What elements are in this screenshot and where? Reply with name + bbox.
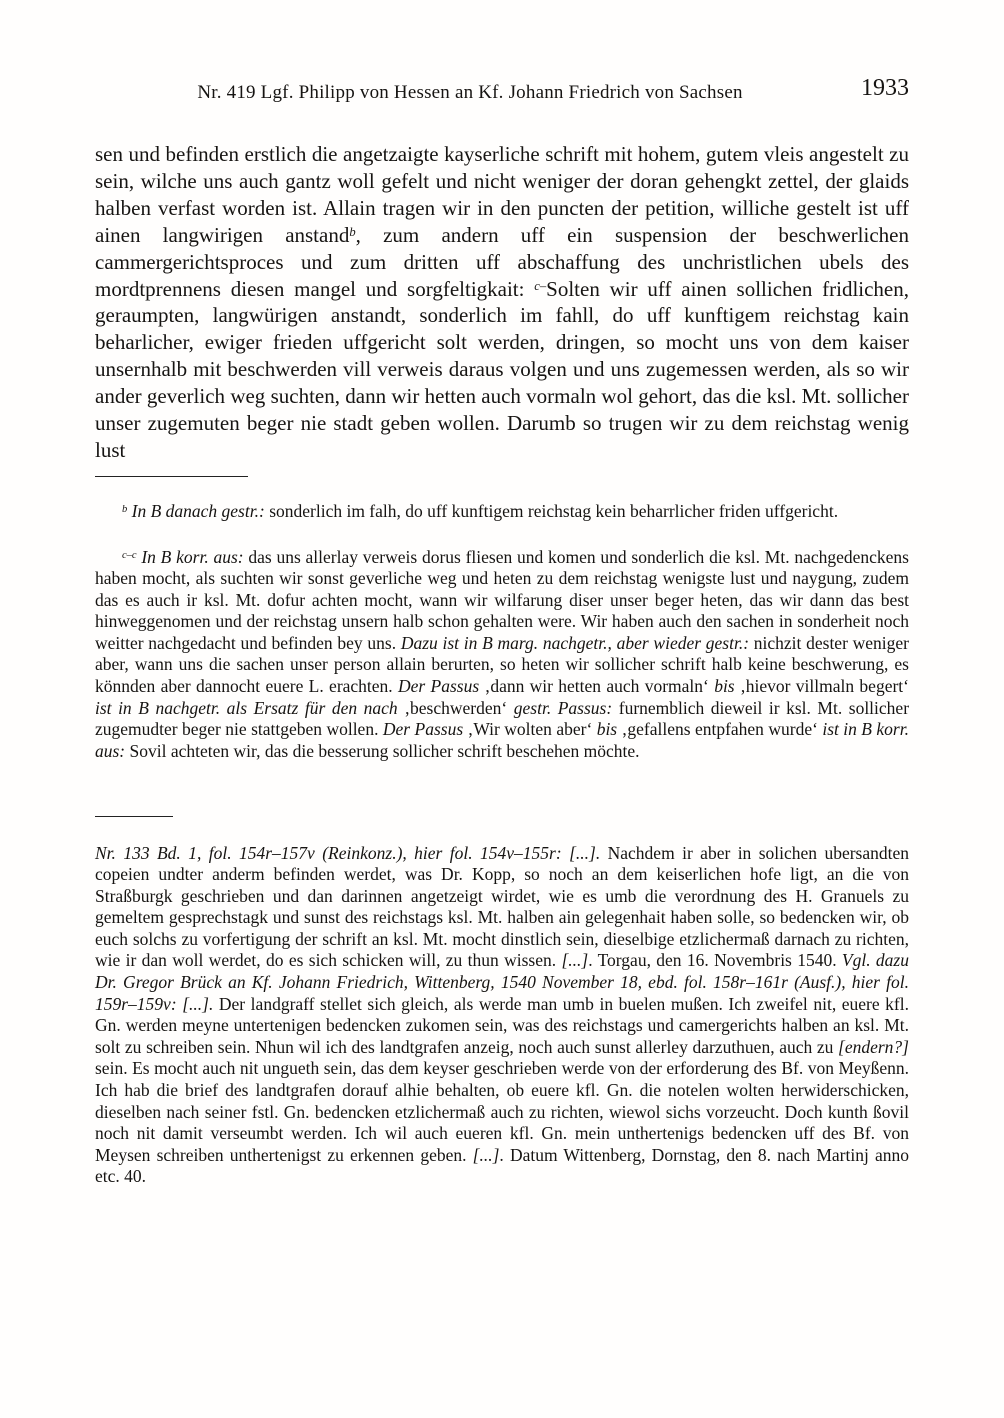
footnote-separator (95, 476, 248, 477)
running-head-title: Nr. 419 Lgf. Philipp von Hessen an Kf. Johann Friedrich von Sachsen (197, 82, 743, 103)
footnote-c-c: $^{c-c}$ In B korr. aus: das uns allerlay verweis dorus fliesen und komen und sonderlich die ksl. Mt. nachgedenckens haben mocht, als suchten wir sonst geverliche weg und heten zu dem reichstag wenigste lust und naygung, zudem das es auch ir ksl. Mt. dofur achten mocht, wann wir wilfarung diser unser beger heten, das wir dann das best hinweggenomen und der reichstag unsern halb schon gehalten were. Wir haben auch den sachen in sonderheit noch weitter nachgedacht und befinden bey uns. Dazu ist in B marg. nachgetr., aber wieder gestr.: nichzit dester weniger aber, wann uns die sachen unser person allain berurten, so heten wir sollicher schrift halb keine beschwerung, es könnden aber dannocht euere L. erachten. Der Passus ‚dann wir hetten auch vormaln‘ bis ‚hievor villmaln begert‘ ist in B nachgetr. als Ersatz für den nach ‚beschwerden‘ gestr. Passus: furnemblich dieweil ir ksl. Mt. sollicher zugemudter beger nie stattgeben wollen. Der Passus ‚Wir wolten aber‘ bis ‚gefallens entpfahen wurde‘ ist in B korr. aus: Sovil achteten wir, das die besserung sollicher schrift beschehen möchte. (95, 546, 910, 761)
apparatus-note: Nr. 133 Bd. 1, fol. 154r–157v (Reinkonz.), hier fol. 154v–155r: [...]. Nachdem ir aber in solichen ubersandten copeien undter anderm befinden werdet, was Dr. Kopp, so noch an dem keiserlichen hofe ligt, an die von Straßburgk geschrieben und dan darinnen angetzeigt wirdet, wie es umb die verordnung des H. Granuels zu gemeltem gesprechstagk und sunst des reichstags ksl. Mt. halben ain gelegenhait haben solle, so bedencken wir, ob euch solchs zu vorfertigung der schrift an ksl. Mt. mocht dinstlich sein, dieselbige etzlichermaß darnach zu richten, wie ir dan woll werdet, do es sich schicken will, zu thun wissen. [...]. Torgau, den 16. Novembris 1540. Vgl. dazu Dr. Gregor Brück an Kf. Johann Friedrich, Wittenberg, 1540 November 18, ebd. fol. 158r–161r (Ausf.), hier fol. 159r–159v: [...]. Der landgraff stellet sich gleich, als werde man umb in buelen mußen. Ich zweifel nit, euere kfl. Gn. werden meyne untertenigen bedencken zukomen sein, was des reichstags und camergerichts halben an ksl. Mt. solt zu schreiben sein. Nhun wil ich des landtgrafen anzeig, noch auch sunst allerley darzuthuen, auch zu [endern?] sein. Es mocht auch nit ungueth sein, das dem keyser geschrieben werde von der erforderung des Bf. von Meyßenn. Ich hab die brief des landtgrafen dorauf alhie behalten, ob euere kfl. Gn. die notelen wolten herwiderschicken, dieselben nach seiner fstl. Gn. bedencken etzlichermaß auch zu richten, wiewol sichs vorzeucht. Doch kunth ßovil noch nit damit verseumbt werden. Ich wil auch eueren kfl. Gn. mein unthertenigs bedencken uff des Bf. von Meysen schreiben unthertenigst zu erkennen geben. [...]. Datum Wittenberg, Dornstag, den 8. nach Martinj anno etc. 40. (95, 842, 909, 1187)
page-number: 1933 (861, 75, 909, 101)
apparatus-separator (95, 816, 173, 817)
running-head (95, 75, 909, 104)
main-transcription-text: sen und befinden erstlich die angetzaigte kayserliche schrift mit hohem, gutem vleis angestelt zu sein, wilche uns auch gantz woll gefelt und nicht weniger der doran gehengkt zettel, der glaids halben verfast worden ist. Allain tragen wir in den puncten der petition, williche gestelt ist uff ainen langwirigen anstand$^b$, zum andern uff ein suspension der beschwerlichen cammergerichtsproces und zum dritten uff abschaffung des unchristlichen ubels des mordtprennens diesen mangel und sorgfeltigkait: $^{c-}$Solten wir uff ainen sollichen fridlichen, geraumpten, langwürigen anstandt, sonderlich im fahll, do uff kunftigem reichstag kain beharlicher, ewiger frieden uffgericht solt werden, dringen, so mocht uns von dem kaiser unsernhalb mit beschwerden vill verweis daraus volgen und uns zugemessen werden, als so wir ander geverlich weg suchten, dann wir hetten auch vormaln wol gehort, das die ksl. Mt. sollicher unser zugemuten beger nie stadt geben wollen. Darumb so trugen wir zu dem reichstag wenig lust (95, 142, 909, 462)
footnote-b: $^b$ In B danach gestr.: sonderlich im falh, do uff kunftigem reichstag kein beharrlicher friden uffgericht. (122, 500, 839, 521)
